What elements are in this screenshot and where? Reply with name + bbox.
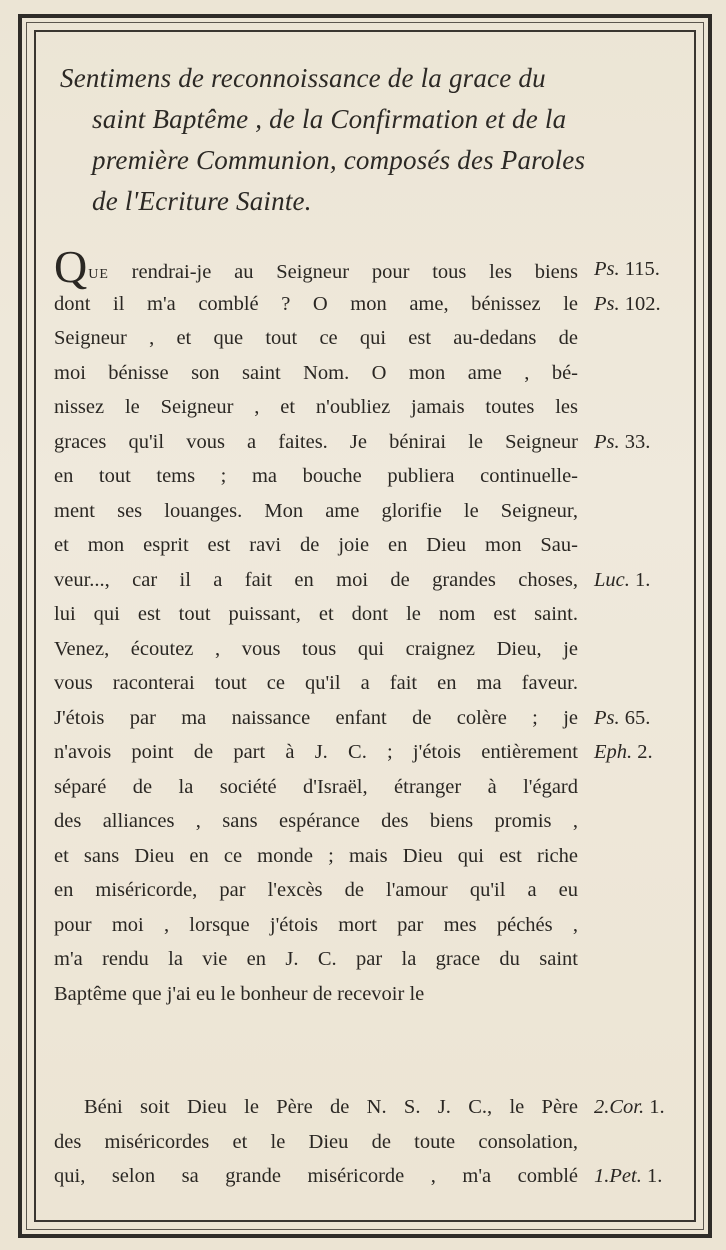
ref-number: 102.: [619, 292, 661, 315]
ref-number: 1.: [644, 1096, 665, 1118]
text-line: [54, 287, 694, 322]
ref-book: Luc.: [594, 568, 630, 591]
paragraph-2: [54, 1090, 694, 1194]
line-text: Venez, écoutez , vous tous qui craignez Dieu, je: [54, 637, 578, 660]
ref-book: Ps.: [594, 430, 620, 453]
margin-reference: [594, 425, 650, 460]
ref-number: 65.: [619, 706, 651, 729]
line-text: n'avois point de part à J. C. ; j'étois entièrement: [54, 741, 578, 763]
text-line: [54, 977, 694, 1012]
text-line: [54, 873, 694, 908]
margin-reference: [594, 1090, 665, 1125]
text-line: [54, 425, 694, 460]
text-line: [54, 390, 694, 425]
margin-reference: [594, 563, 650, 598]
title-line: première Communion, composés des Paroles: [92, 145, 586, 175]
text-line: [54, 321, 694, 356]
text-line: [54, 1090, 694, 1125]
line-text: en tout tems ; ma bouche publiera continuelle-: [54, 465, 578, 487]
small-caps: UE: [88, 267, 109, 282]
ref-number: 1.: [629, 568, 651, 591]
line-text: Baptême que j'ai eu le bonheur de recevoir le: [54, 982, 425, 1005]
line-text: des miséricordes et le Dieu de toute consolation,: [54, 1130, 578, 1153]
line-rest: rendrai-je au Seigneur pour tous les biens: [108, 261, 578, 283]
text-line: [54, 1125, 694, 1160]
margin-reference: [594, 735, 653, 770]
line-text: séparé de la société d'Israël, étranger à l'égard: [54, 775, 578, 798]
line-text: en miséricorde, par l'excès de l'amour qu'il a eu: [54, 879, 578, 901]
ref-book: Ps.: [594, 706, 620, 729]
ref-book: Eph.: [594, 741, 633, 763]
line-text: dont il m'a comblé ? O mon ame, bénissez le: [54, 292, 578, 315]
text-line: [54, 563, 694, 598]
ref-book: Ps.: [594, 292, 620, 315]
line-text: graces qu'il vous a faites. Je bénirai le Seigneur: [54, 430, 578, 453]
text-line: [54, 770, 694, 805]
line-text: m'a rendu la vie en J. C. par la grace du saint: [54, 948, 578, 970]
text-line: [54, 701, 694, 736]
line-text: moi bénisse son saint Nom. O mon ame , bé-: [54, 361, 578, 384]
margin-reference: [594, 1159, 662, 1194]
text-line: [54, 528, 694, 563]
title-line: Sentimens de reconnoissance de la grace du: [60, 63, 546, 93]
margin-reference: [594, 287, 661, 322]
line-text: lui qui est tout puissant, et dont le nom est saint.: [54, 603, 578, 625]
margin-reference: [594, 701, 650, 736]
ref-number: 1.: [641, 1165, 663, 1187]
line-text: pour moi , lorsque j'étois mort par mes péchés ,: [54, 913, 578, 936]
line-text: nissez le Seigneur , et n'oubliez jamais toutes les: [54, 396, 578, 418]
line-text: et sans Dieu en ce monde ; mais Dieu qui est riche: [54, 844, 578, 867]
text-line: [54, 459, 694, 494]
text-line: [54, 666, 694, 701]
line-text: des alliances , sans espérance des biens promis ,: [54, 810, 578, 832]
line-text: Béni soit Dieu le Père de N. S. J. C., le Père: [84, 1096, 578, 1118]
text-line: [54, 241, 694, 292]
drop-cap: Q: [54, 241, 88, 292]
ref-number: 115.: [619, 258, 660, 280]
margin-reference: [594, 252, 660, 287]
ref-book: Ps.: [594, 258, 620, 280]
text-line: [54, 632, 694, 667]
line-text: veur..., car il a fait en moi de grandes choses,: [54, 568, 578, 591]
text-line: [54, 597, 694, 632]
page-title: [60, 58, 696, 222]
ref-book: 2.Cor.: [594, 1096, 645, 1118]
text-line: [54, 1159, 694, 1194]
text-line: [54, 942, 694, 977]
text-line: [54, 356, 694, 391]
text-line: [54, 908, 694, 943]
line-text: et mon esprit est ravi de joie en Dieu mon Sau-: [54, 534, 578, 556]
line-text: ment ses louanges. Mon ame glorifie le Seigneur,: [54, 499, 578, 522]
text-line: [54, 735, 694, 770]
ref-number: 2.: [632, 741, 653, 763]
text-line: [54, 804, 694, 839]
line-text: Seigneur , et que tout ce qui est au-dedans de: [54, 327, 578, 349]
ref-number: 33.: [619, 430, 651, 453]
text-line: [54, 494, 694, 529]
line-text: vous raconterai tout ce qu'il a fait en ma faveur.: [54, 672, 578, 694]
title-line: de l'Ecriture Sainte.: [92, 186, 312, 216]
line-text: J'étois par ma naissance enfant de colère ; je: [54, 706, 578, 729]
paragraph-1: [54, 241, 694, 1011]
text-line: [54, 839, 694, 874]
ref-book: 1.Pet.: [594, 1165, 642, 1187]
title-line: saint Baptême , de la Confirmation et de la: [92, 104, 567, 134]
line-text: qui, selon sa grande miséricorde , m'a comblé: [54, 1165, 578, 1187]
